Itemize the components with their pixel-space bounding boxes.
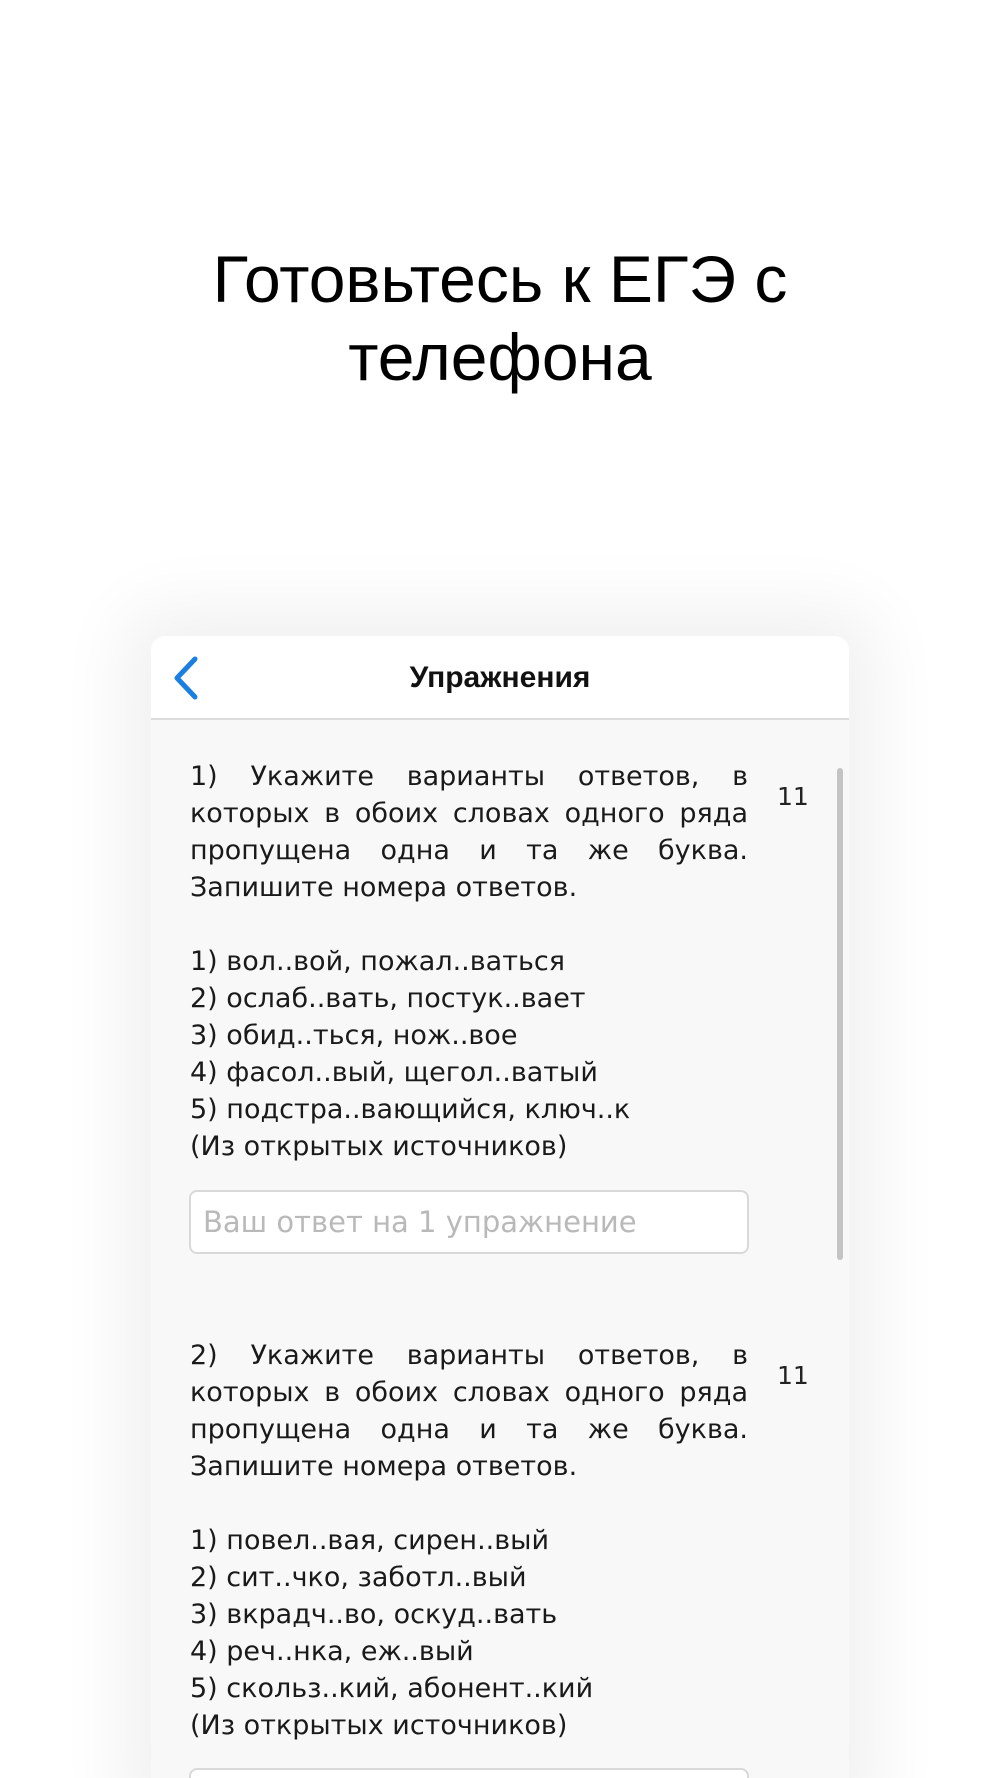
exercise-options: [190, 1522, 748, 1744]
exercise-count: 11: [777, 1361, 809, 1390]
option-5: 5) скольз..кий, абонент..кий: [190, 1673, 594, 1704]
scrollbar[interactable]: [837, 768, 843, 1260]
option-2: 2) сит..чко, заботл..вый: [190, 1562, 527, 1593]
promo-headline: [0, 240, 1000, 396]
promo-headline-line-2: телефона: [348, 320, 652, 394]
exercise-source: (Из открытых источников): [190, 1131, 568, 1162]
page-title: Упражнения: [409, 661, 591, 694]
exercise-2: [190, 1337, 748, 1744]
nav-bar: [151, 636, 849, 720]
option-5: 5) подстра..вающийся, ключ..к: [190, 1094, 631, 1125]
promo-headline-line-1: Готовьтесь к ЕГЭ с: [212, 242, 788, 316]
option-1: 1) повел..вая, сирен..вый: [190, 1525, 550, 1556]
exercise-count: 11: [777, 782, 809, 811]
exercise-options: [190, 943, 748, 1165]
option-4: 4) фасол..вый, щегол..ватый: [190, 1057, 598, 1088]
exercise-task: 1) Укажите варианты ответов, в которых в обоих словах одного ряда пропущена одна и та же буква. Запишите номера ответов.: [190, 761, 748, 903]
exercise-1: [190, 758, 748, 1165]
exercise-task: 2) Укажите варианты ответов, в которых в обоих словах одного ряда пропущена одна и та же буква. Запишите номера ответов.: [190, 1340, 748, 1482]
option-4: 4) реч..нка, еж..вый: [190, 1636, 474, 1667]
option-1: 1) вол..вой, пожал..ваться: [190, 946, 565, 977]
answer-input-1[interactable]: [189, 1190, 749, 1254]
phone-screen: [151, 636, 849, 1778]
option-2: 2) ослаб..вать, постук..вает: [190, 983, 586, 1014]
answer-input-2[interactable]: [189, 1768, 749, 1778]
exercise-source: (Из открытых источников): [190, 1710, 568, 1741]
option-3: 3) вкрадч..во, оскуд..вать: [190, 1599, 558, 1630]
option-3: 3) обид..ться, нож..вое: [190, 1020, 518, 1051]
